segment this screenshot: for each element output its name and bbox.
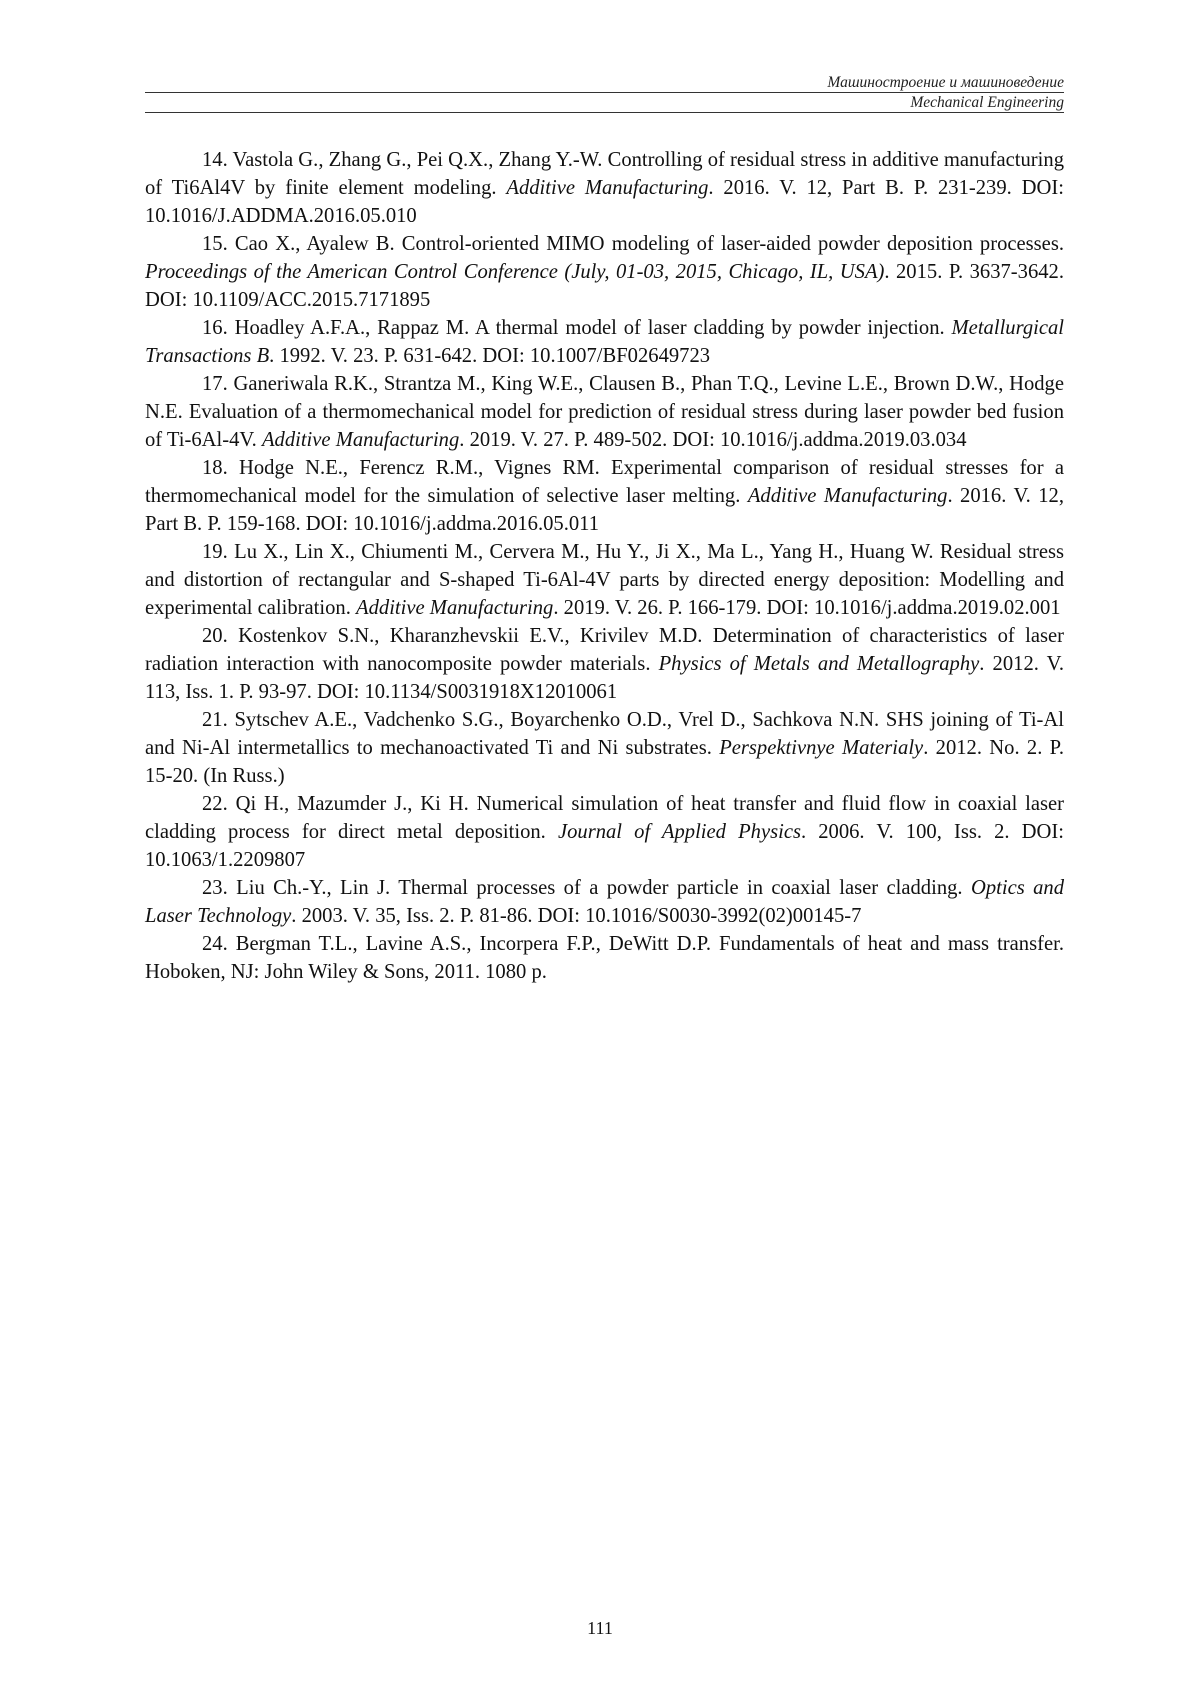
reference-source: Optics and Laser Technology bbox=[145, 877, 1065, 927]
reference-authors: Hoadley A.F.A., Rappaz M. bbox=[234, 317, 470, 339]
reference-item bbox=[145, 706, 1064, 790]
reference-source: Perspektivnye Materialy bbox=[719, 737, 924, 759]
page-number: 111 bbox=[587, 1618, 613, 1638]
reference-authors: Kostenkov S.N., Kharanzhevskii E.V., Krivilev M.D. bbox=[238, 625, 703, 647]
reference-number: 24. bbox=[202, 933, 228, 955]
reference-details: . 2015. P. 3637-3642. DOI: 10.1109/ACC.2015.7171895 bbox=[145, 261, 1064, 311]
reference-title: Evaluation of a thermomechanical model for prediction of residual stress during laser powder bed fusion of Ti-6Al-4V. bbox=[145, 401, 1064, 451]
reference-details: . 2016. V. 12, Part B. P. 159-168. DOI: 10.1016/j.addma.2016.05.011 bbox=[145, 485, 1065, 535]
reference-item bbox=[145, 230, 1064, 314]
reference-details: . 2003. V. 35, Iss. 2. P. 81-86. DOI: 10.1016/S0030-3992(02)00145-7 bbox=[291, 905, 862, 927]
reference-details: . 2019. V. 26. P. 166-179. DOI: 10.1016/j.addma.2019.02.001 bbox=[553, 597, 1061, 619]
reference-source: Physics of Metals and Metallography bbox=[658, 653, 980, 675]
reference-number: 17. bbox=[202, 373, 228, 395]
reference-number: 15. bbox=[202, 233, 228, 255]
journal-title-en: Mechanical Engineering bbox=[145, 93, 1064, 113]
reference-item bbox=[145, 370, 1064, 454]
reference-title: Thermal processes of a powder particle in coaxial laser cladding. bbox=[398, 877, 963, 899]
reference-number: 22. bbox=[202, 793, 228, 815]
reference-authors: Cao X., Ayalew B. bbox=[234, 233, 395, 255]
reference-title: Fundamentals of heat and mass transfer. Hoboken, NJ: John Wiley & Sons, 2011. 1080 p. bbox=[145, 933, 1064, 983]
reference-number: 18. bbox=[202, 457, 228, 479]
reference-title: SHS joining of Ti-Al and Ni-Al intermetallics to mechanoactivated Ti and Ni substrates. bbox=[145, 709, 1064, 759]
reference-source: Additive Manufacturing bbox=[506, 177, 709, 199]
reference-number: 23. bbox=[202, 877, 228, 899]
reference-item bbox=[145, 930, 1064, 986]
reference-list bbox=[145, 146, 1064, 986]
reference-source: Journal of Applied Physics bbox=[557, 821, 801, 843]
reference-details: . 2012. V. 113, Iss. 1. P. 93-97. DOI: 10.1134/S0031918X12010061 bbox=[145, 653, 1064, 703]
reference-title: Experimental comparison of residual stresses for a thermomechanical model for the simulation of selective laser melting. bbox=[145, 457, 1064, 507]
reference-source: Proceedings of the American Control Conference (July, 01-03, 2015, Chicago, IL, USA) bbox=[145, 261, 885, 283]
reference-authors: Liu Ch.-Y., Lin J. bbox=[236, 877, 391, 899]
reference-authors: Lu X., Lin X., Chiumenti M., Cervera M., Hu Y., Ji X., Ma L., Yang H., Huang W. bbox=[234, 541, 934, 563]
reference-authors: Vastola G., Zhang G., Pei Q.X., Zhang Y.-W. bbox=[232, 149, 603, 171]
reference-number: 21. bbox=[202, 709, 228, 731]
reference-number: 16. bbox=[202, 317, 228, 339]
reference-authors: Hodge N.E., Ferencz R.M., Vignes RM. bbox=[239, 457, 600, 479]
reference-authors: Ganeriwala R.K., Strantza M., King W.E., Clausen B., Phan T.Q., Levine L.E., Brown D.W., Hodge N.E. bbox=[145, 373, 1064, 423]
reference-title: Residual stress and distortion of rectangular and S-shaped Ti-6Al-4V parts by directed energy deposition: Modelling and experimental calibration. bbox=[145, 541, 1065, 619]
reference-details: . 1992. V. 23. P. 631-642. DOI: 10.1007/BF02649723 bbox=[269, 345, 711, 367]
reference-title: Determination of characteristics of laser radiation interaction with nanocomposite powder materials. bbox=[145, 625, 1064, 675]
reference-source: Additive Manufacturing bbox=[747, 485, 948, 507]
journal-title-ru: Машиностроение и машиноведение bbox=[145, 73, 1064, 93]
reference-source: Additive Manufacturing bbox=[356, 597, 554, 619]
reference-authors: Bergman T.L., Lavine A.S., Incorpera F.P., DeWitt D.P. bbox=[235, 933, 712, 955]
reference-number: 19. bbox=[202, 541, 228, 563]
reference-authors: Sytschev A.E., Vadchenko S.G., Boyarchenko O.D., Vrel D., Sachkova N.N. bbox=[234, 709, 880, 731]
reference-source: Metallurgical Transactions B bbox=[145, 317, 1065, 367]
reference-details: . 2006. V. 100, Iss. 2. DOI: 10.1063/1.2209807 bbox=[145, 821, 1064, 871]
reference-source: Additive Manufacturing bbox=[261, 429, 460, 451]
reference-item bbox=[145, 146, 1064, 230]
reference-item bbox=[145, 790, 1064, 874]
reference-item bbox=[145, 622, 1064, 706]
reference-number: 20. bbox=[202, 625, 228, 647]
reference-details: . 2012. No. 2. P. 15-20. (In Russ.) bbox=[145, 737, 1064, 787]
reference-number: 14. bbox=[202, 149, 228, 171]
reference-item bbox=[145, 538, 1064, 622]
reference-title: Control-oriented MIMO modeling of laser-aided powder deposition processes. bbox=[401, 233, 1064, 255]
reference-item bbox=[145, 314, 1064, 370]
reference-title: A thermal model of laser cladding by powder injection. bbox=[475, 317, 945, 339]
reference-title: Numerical simulation of heat transfer and fluid flow in coaxial laser cladding process for direct metal deposition. bbox=[145, 793, 1065, 843]
reference-details: . 2016. V. 12, Part B. P. 231-239. DOI: 10.1016/J.ADDMA.2016.05.010 bbox=[145, 177, 1064, 227]
reference-title: Controlling of residual stress in additive manufacturing of Ti6Al4V by finite element modeling. bbox=[145, 149, 1064, 199]
reference-item bbox=[145, 874, 1064, 930]
reference-details: . 2019. V. 27. P. 489-502. DOI: 10.1016/j.addma.2019.03.034 bbox=[459, 429, 967, 451]
reference-item bbox=[145, 454, 1064, 538]
reference-authors: Qi H., Mazumder J., Ki H. bbox=[235, 793, 469, 815]
running-head bbox=[145, 73, 1064, 113]
